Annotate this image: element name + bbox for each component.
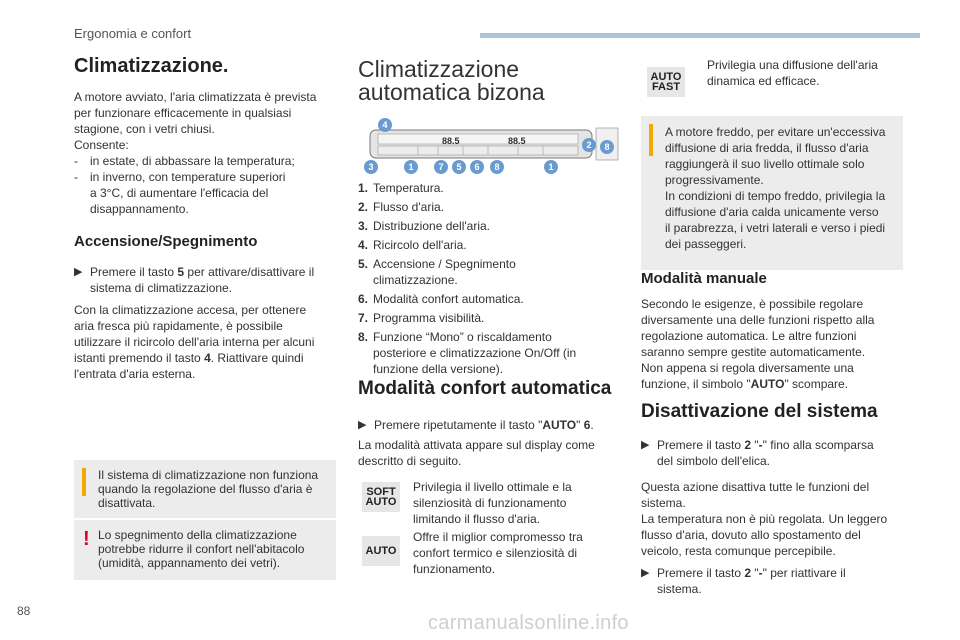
intro-text [74,89,336,217]
legend-list [358,180,624,380]
list-item: 6. Modalità confort automatica. [358,292,524,306]
list-item: - in inverno, con temperature superiori a 3°C, di aumentare l'efficacia del disappannamento. [74,170,286,216]
page-number: 88 [17,604,31,618]
title-climatizzazione: Climatizzazione. [74,55,229,77]
list-item: - in estate, di abbassare la temperatura; [74,154,295,168]
arrow-bullet-icon: ▶ [358,419,367,431]
callout-1b: 1 [544,160,558,174]
list-item: 2. Flusso d'aria. [358,200,444,214]
info-icon [649,124,653,156]
paragraph: Secondo le esigenze, è possibile regolare diversamente una delle funzioni rispetto alla regolazione automatica. Le altre funzioni saranno sempre gestite automaticamente. Non appena si regola diversamente una funzione, il simbolo "AUTO" scompare. [641,297,875,391]
control-panel-illustration [358,118,624,174]
intro-line: A motore avviato, l'aria climatizzata è prevista [74,90,317,104]
info-note: A motore freddo, per evitare un'eccessiva diffusione di aria fredda, il flusso d'aria raggiungerà il suo livello ottimale solo progressivamente. In condizioni di tempo freddo, privilegia la diffusione d'aria calda unicamente verso il parabrezza, i vetri laterali e verso i piedi dei passeggeri. [641,116,903,270]
arrow-bullet-icon: ▶ [74,266,83,278]
arrow-bullet-icon: ▶ [641,439,650,451]
mode-description: Privilegia una diffusione dell'aria dinamica ed efficace. [707,58,878,88]
info-icon [82,468,86,496]
soft-auto-icon: SOFT AUTO [362,482,400,512]
step-item: ▶ Premere il tasto 2 "-" fino alla scomparsa del simbolo dell'elica. [641,438,874,468]
callout-3: 3 [364,160,378,174]
list-item: 7. Programma visibilità. [358,311,485,325]
intro-line: Consente: [74,138,129,152]
callout-8b: 8 [600,140,614,154]
list-item: 5. Accensione / Spegnimento climatizzazione. [358,257,516,287]
list-item: 4. Ricircolo dell'aria. [358,238,467,252]
warning-icon: ! [83,528,90,550]
step-item: ▶ Premere il tasto 5 per attivare/disattivare il sistema di climatizzazione. [74,265,315,295]
callout-6: 6 [470,160,484,174]
title-bizona-line1: Climatizzazione [358,56,520,82]
step-item: ▶ Premere ripetutamente il tasto "AUTO" 6. [358,418,594,432]
arrow-bullet-icon: ▶ [641,567,650,579]
subtitle-accensione: Accensione/Spegnimento [74,233,258,250]
title-confort-automatica: Modalità confort automatica [358,378,612,399]
warning-note: ! Lo spegnimento della climatizzazione potrebbe ridurre il confort nell'abitacolo (umidità, appannamento dei vetri). [74,520,336,580]
callout-4: 4 [378,118,392,132]
title-bizona-line2: automatica bizona [358,79,545,105]
title-disattivazione: Disattivazione del sistema [641,401,878,422]
watermark: carmanualsonline.info [428,612,629,634]
callout-2: 2 [582,138,596,152]
callout-7: 7 [434,160,448,174]
mode-description: Offre il miglior compromesso tra confort termico e silenziosità di funzionamento. [413,530,583,576]
paragraph: Con la climatizzazione accesa, per ottenere aria fresca più rapidamente, è possibile utilizzare il ricircolo dell'aria interna per alcuni istanti premendo il tasto 4. Riattivare quindi l'entrata d'aria esterna. [74,303,315,381]
title-modalita-manuale: Modalità manuale [641,270,767,287]
intro-line: per funzionare efficacemente in qualsiasi [74,106,292,120]
section-header: Ergonomia e confort [74,26,192,41]
paragraph: La modalità attivata appare sul display come descritto di seguito. [358,438,595,468]
callout-5: 5 [452,160,466,174]
mode-description: Privilegia il livello ottimale e la silenziosità di funzionamento limitando il flusso d'aria. [413,480,572,526]
auto-fast-icon: AUTO FAST [647,67,685,97]
list-item: 8. Funzione “Mono” o riscaldamento posteriore e climatizzazione On/Off (in funzione della versione). [358,330,577,376]
paragraph: Questa azione disattiva tutte le funzioni del sistema. La temperatura non è più regolata. Un leggero flusso d'aria, dovuto allo spostamento del veicolo, resta comunque percepibile. [641,480,888,558]
callout-1: 1 [404,160,418,174]
intro-line: stagione, con i vetri chiusi. [74,122,215,136]
info-note: Il sistema di climatizzazione non funziona quando la regolazione del flusso d'aria è disattivata. [74,460,336,518]
list-item: 1. Temperatura. [358,181,444,195]
display-right-temp: 88.5 [508,136,526,146]
auto-icon: AUTO [362,536,400,566]
display-left-temp: 88.5 [442,136,460,146]
step-item: ▶ Premere il tasto 2 "-" per riattivare il sistema. [641,566,846,596]
list-item: 3. Distribuzione dell'aria. [358,219,491,233]
callout-8: 8 [490,160,504,174]
header-divider [480,33,920,38]
